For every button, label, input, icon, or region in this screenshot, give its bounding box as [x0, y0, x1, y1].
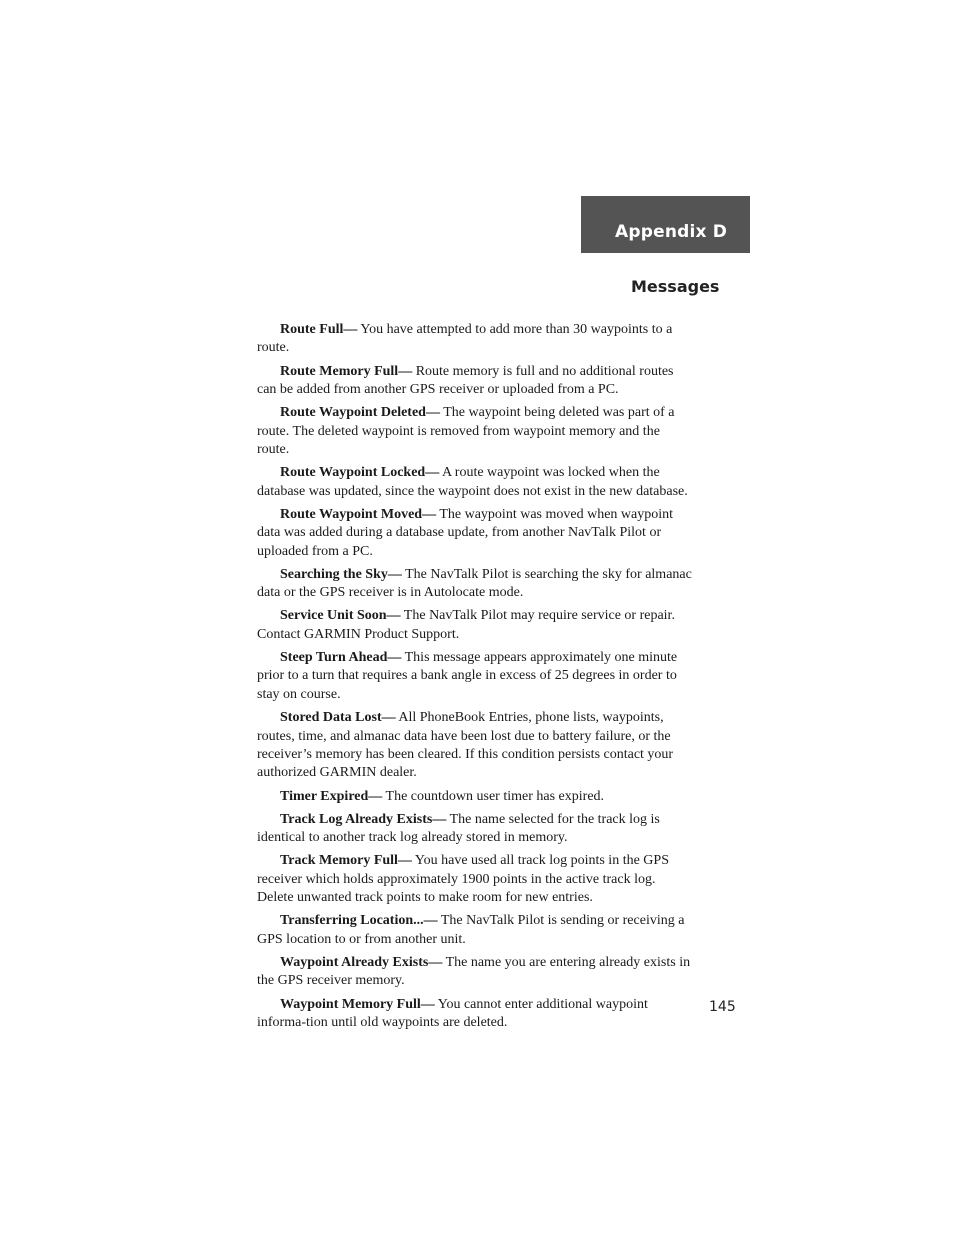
appendix-tab-label: Appendix D [615, 222, 728, 242]
message-list [257, 321, 693, 1037]
message-entry [257, 649, 693, 704]
message-description: The countdown user timer has expired. [382, 788, 605, 804]
message-term: Steep Turn Ahead— [280, 650, 402, 666]
message-term: Track Memory Full— [280, 853, 412, 869]
message-entry [257, 607, 693, 644]
message-description: The waypoint was moved when waypoint data was added during a database update, from another NavTalk Pilot or uploaded from a PC. [257, 506, 674, 559]
message-description: This message appears approximately one minute prior to a turn that requires a bank angle in excess of 25 degrees in order to stay on course. [257, 650, 678, 702]
message-description: The name you are entering already exists in the GPS receiver memory. [257, 954, 691, 989]
message-term: Timer Expired— [280, 788, 383, 804]
message-term: Service Unit Soon— [280, 608, 401, 624]
message-description: You have attempted to add more than 30 waypoints to a route. [257, 322, 673, 356]
message-entry [257, 464, 693, 501]
message-term: Route Waypoint Locked— [280, 465, 440, 481]
message-entry [257, 811, 693, 848]
message-term: Track Log Already Exists— [280, 811, 447, 827]
message-description: Route memory is full and no additional routes can be added from another GPS receiver or uploaded from a PC. [257, 363, 674, 398]
message-term: Searching the Sky— [280, 566, 402, 582]
message-entry [257, 912, 693, 949]
message-term: Waypoint Memory Full— [280, 996, 435, 1012]
message-description: A route waypoint was locked when the database was updated, since the waypoint does not exist in the new database. [257, 465, 688, 499]
message-entry [257, 709, 693, 783]
section-title: Messages [631, 277, 720, 296]
message-entry [257, 506, 693, 561]
message-entry [257, 996, 693, 1033]
message-entry [257, 566, 693, 603]
message-term: Route Waypoint Deleted— [280, 405, 440, 421]
message-description: All PhoneBook Entries, phone lists, waypoints, routes, time, and almanac data have been lost due to battery failure, or the receiver’s memory has been cleared. If this condition persists contact your authorized GARMIN dealer. [257, 710, 674, 781]
message-entry [257, 404, 693, 459]
message-description: The NavTalk Pilot may require service or repair. Contact GARMIN Product Support. [257, 608, 675, 642]
page-number: 145 [709, 999, 736, 1015]
message-term: Route Waypoint Moved— [280, 506, 437, 522]
message-entry [257, 852, 693, 907]
message-entry [257, 363, 693, 400]
message-description: You have used all track log points in the GPS receiver which holds approximately 1900 points in the active track log. Delete unwanted track points to make room for new entries. [257, 853, 669, 906]
message-description: The NavTalk Pilot is searching the sky for almanac data or the GPS receiver is in Autolocate mode. [257, 566, 692, 601]
message-entry [257, 788, 693, 806]
message-term: Waypoint Already Exists— [280, 954, 443, 970]
message-term: Transferring Location...— [280, 913, 438, 929]
message-term: Stored Data Lost— [280, 710, 396, 726]
message-term: Route Memory Full— [280, 363, 413, 379]
message-description: The NavTalk Pilot is sending or receiving a GPS location to or from another unit. [257, 913, 685, 947]
appendix-tab [581, 196, 750, 253]
message-entry [257, 954, 693, 991]
message-description: You cannot enter additional waypoint informa-tion until old waypoints are deleted. [257, 996, 648, 1030]
message-description: The waypoint being deleted was part of a route. The deleted waypoint is removed from waypoint memory and the route. [257, 405, 675, 458]
message-entry [257, 321, 693, 358]
message-description: The name selected for the track log is identical to another track log already stored in memory. [257, 811, 660, 846]
message-term: Route Full— [280, 322, 358, 337]
